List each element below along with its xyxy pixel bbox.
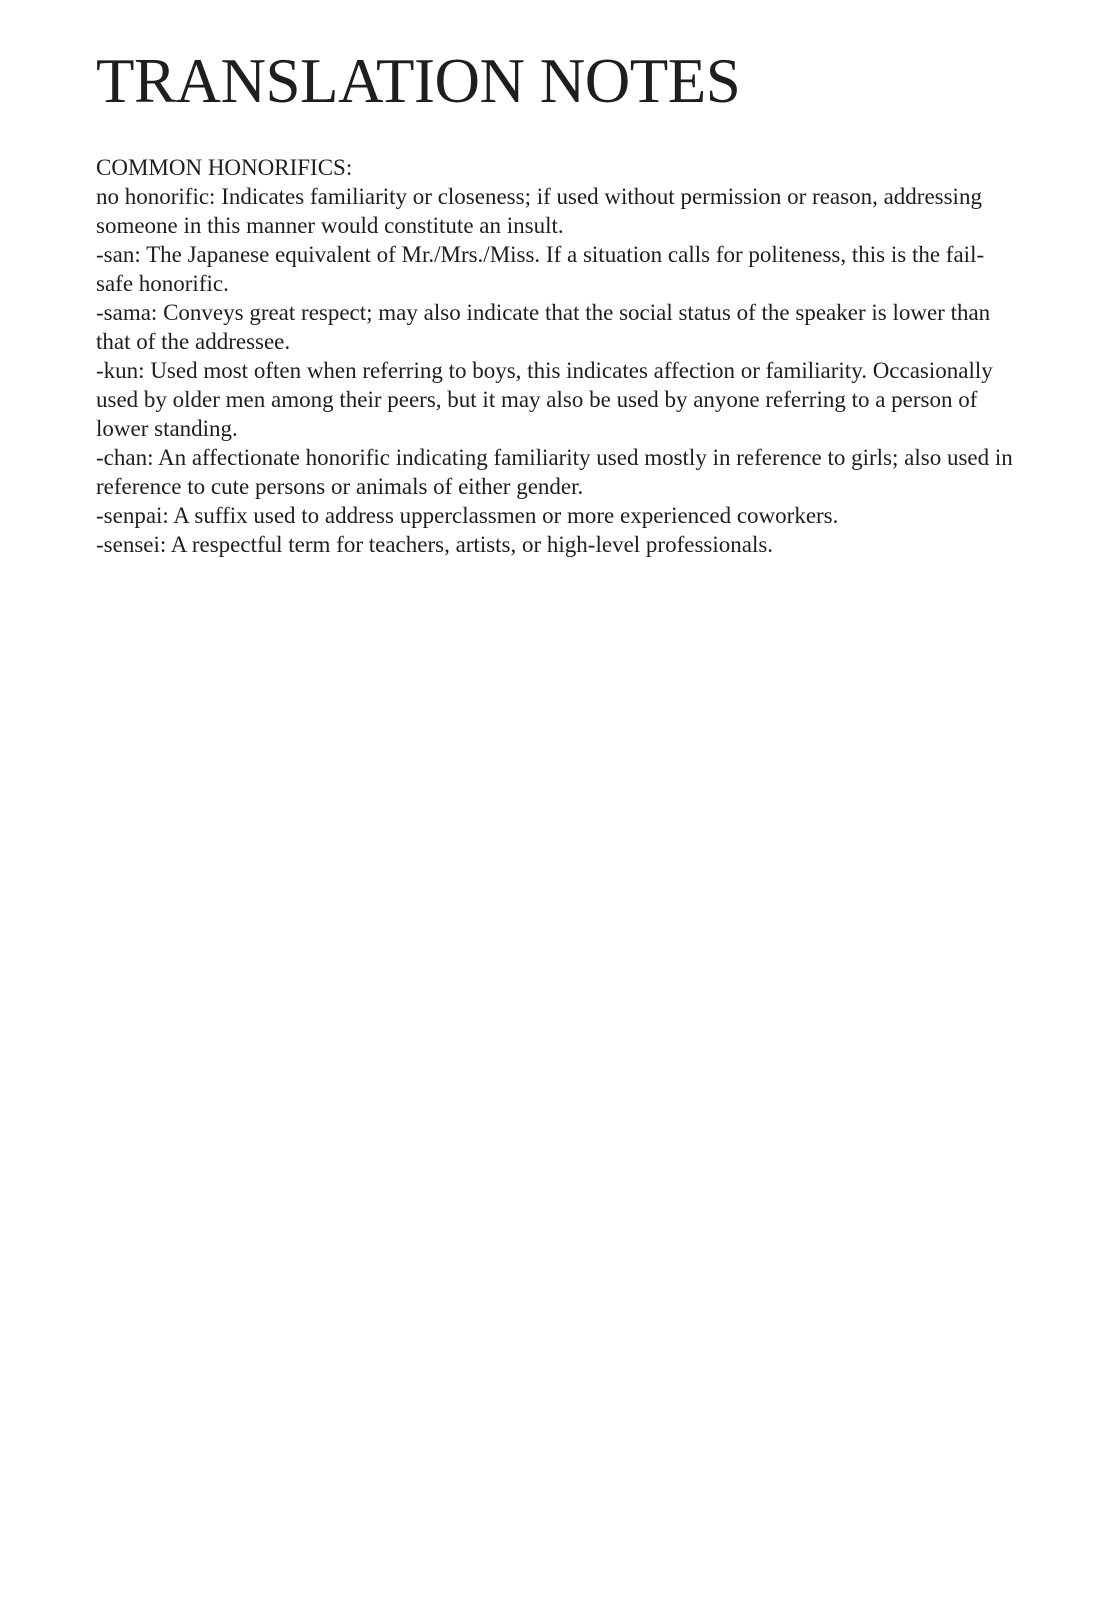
honorific-entry-kun — [96, 356, 1016, 443]
honorific-entry-sensei — [96, 530, 1016, 559]
honorific-definition: Indicates familiarity or closeness; if used without permission or reason, addressing someone in this manner would constitute an insult. — [96, 184, 982, 238]
honorific-entry-chan — [96, 443, 1016, 501]
honorific-term: -san: — [96, 242, 141, 267]
honorific-definition: The Japanese equivalent of Mr./Mrs./Miss. If a situation calls for politeness, this is the fail-safe honorific. — [96, 242, 985, 296]
honorific-definition: Conveys great respect; may also indicate that the social status of the speaker is lower than that of the addressee. — [96, 300, 991, 354]
honorific-term: no honorific: — [96, 184, 216, 209]
page-title: TRANSLATION NOTES — [96, 46, 741, 116]
honorific-term: -chan: — [96, 445, 154, 470]
honorific-term: -sama: — [96, 300, 158, 325]
honorific-term: -kun: — [96, 358, 145, 383]
honorific-entry-sama — [96, 298, 1016, 356]
honorific-definition: A respectful term for teachers, artists, or high-level professionals. — [170, 532, 774, 557]
section-heading: COMMON HONORIFICS: — [96, 155, 353, 180]
honorific-entry-senpai — [96, 501, 1016, 530]
honorific-definition: An affectionate honorific indicating familiarity used mostly in reference to girls; also used in reference to cute persons or animals of either gender. — [96, 445, 1013, 499]
honorific-term: -senpai: — [96, 503, 169, 528]
honorific-entry-san — [96, 240, 1016, 298]
honorific-definition: Used most often when referring to boys, this indicates affection or familiarity. Occasionally used by older men among their peers, but it may also be used by anyone referring to a person of lower standing. — [96, 358, 993, 441]
honorifics-section — [96, 153, 1016, 559]
honorific-definition: A suffix used to address upperclassmen or more experienced coworkers. — [173, 503, 839, 528]
honorific-entry-no-honorific — [96, 182, 1016, 240]
honorifics-list — [96, 182, 1016, 559]
honorific-term: -sensei: — [96, 532, 167, 557]
